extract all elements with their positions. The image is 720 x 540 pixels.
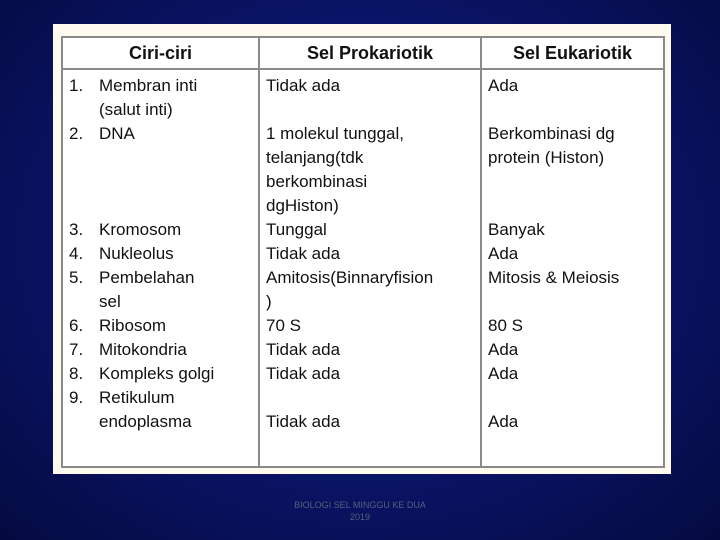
feature-number: 4. [69, 244, 84, 263]
eukariotik-value: Berkombinasi dg [488, 124, 615, 143]
header-prokariotik: Sel Prokariotik [259, 38, 481, 69]
eukariotik-value: Ada [488, 340, 519, 359]
feature-label [99, 218, 181, 242]
prokariotik-value: Tidak ada [266, 76, 341, 95]
feature-label [99, 386, 192, 434]
feature-item [69, 122, 254, 146]
feature-number: 2. [69, 124, 84, 143]
eukariotik-value [488, 170, 659, 194]
eukariotik-value: protein (Histon) [488, 148, 605, 167]
feature-label [99, 266, 194, 314]
comparison-table [63, 38, 663, 466]
eukariotik-value: Ada [488, 412, 519, 431]
prokariotik-value [266, 386, 476, 410]
feature-label-line: Pembelahan [99, 268, 195, 287]
eukariotik-value: Ada [488, 76, 519, 95]
slide-image [53, 24, 671, 474]
eukariotik-value [488, 98, 659, 122]
prokariotik-value: 70 S [266, 316, 301, 335]
comparison-table-frame [61, 36, 665, 468]
prokariotik-value: ) [266, 292, 272, 311]
feature-label [99, 338, 187, 362]
feature-number: 5. [69, 268, 84, 287]
feature-item [69, 362, 254, 386]
feature-label-line: endoplasma [99, 412, 192, 431]
eukariotik-value: Ada [488, 244, 519, 263]
eukariotik-value: Ada [488, 364, 519, 383]
eukariotik-value [488, 194, 659, 218]
feature-label-line: (salut inti) [99, 100, 173, 119]
feature-number: 9. [69, 388, 84, 407]
feature-item [69, 386, 254, 434]
feature-label [99, 314, 166, 338]
prokariotik-value: Tidak ada [266, 364, 341, 383]
eukariotik-value: 80 S [488, 316, 523, 335]
feature-item [69, 338, 254, 362]
header-ciri: Ciri-ciri [63, 38, 259, 69]
feature-number: 8. [69, 364, 84, 383]
footer-line-2: 2019 [349, 512, 371, 522]
prokariotik-list [266, 74, 476, 434]
feature-number: 3. [69, 220, 84, 239]
spacer [69, 194, 254, 218]
feature-number: 1. [69, 76, 84, 95]
feature-label [99, 242, 174, 266]
feature-number: 7. [69, 340, 84, 359]
table-body-row [63, 69, 663, 466]
feature-item [69, 314, 254, 338]
feature-item [69, 74, 254, 122]
spacer [69, 170, 254, 194]
feature-label-line: Ribosom [99, 316, 167, 335]
feature-item [69, 218, 254, 242]
eukariotik-value: Mitosis & Meiosis [488, 268, 620, 287]
prokariotik-value: Tunggal [266, 220, 327, 239]
feature-item [69, 266, 254, 314]
eukariotik-column [481, 69, 663, 466]
feature-label-line: Kromosom [99, 220, 182, 239]
prokariotik-value: telanjang(tdk [266, 148, 364, 167]
eukariotik-value [488, 290, 659, 314]
prokariotik-value [266, 98, 476, 122]
prokariotik-value: Amitosis(Binnaryfision [266, 268, 434, 287]
header-eukariotik: Sel Eukariotik [481, 38, 663, 69]
feature-label-line: Nukleolus [99, 244, 174, 263]
eukariotik-value [488, 386, 659, 410]
prokariotik-column [259, 69, 481, 466]
feature-label [99, 122, 135, 146]
features-column [63, 69, 259, 466]
prokariotik-value: Tidak ada [266, 340, 341, 359]
feature-label-line: Mitokondria [99, 340, 187, 359]
table-header-row [63, 38, 663, 69]
footer-line-1: BIOLOGI SEL MINGGU KE DUA [294, 500, 426, 510]
feature-label-line: sel [99, 292, 121, 311]
feature-label-line: DNA [99, 124, 135, 143]
prokariotik-value: Tidak ada [266, 412, 341, 431]
feature-number: 6. [69, 316, 84, 335]
prokariotik-value: Tidak ada [266, 244, 341, 263]
feature-label [99, 362, 214, 386]
prokariotik-value: berkombinasi [266, 172, 368, 191]
feature-label [99, 74, 197, 122]
feature-list [69, 74, 254, 434]
eukariotik-list [488, 74, 659, 434]
prokariotik-value: 1 molekul tunggal, [266, 124, 404, 143]
prokariotik-value: dgHiston) [266, 196, 339, 215]
spacer [69, 146, 254, 170]
feature-item [69, 242, 254, 266]
feature-label-line: Retikulum [99, 388, 175, 407]
eukariotik-value: Banyak [488, 220, 545, 239]
feature-label-line: Membran inti [99, 76, 198, 95]
feature-label-line: Kompleks golgi [99, 364, 215, 383]
